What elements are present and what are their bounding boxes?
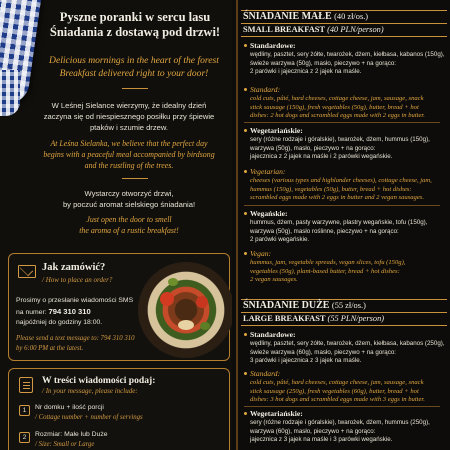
step-pl: Nr domku + ilość porcji [35,404,104,411]
order-card-subtitle: / How to place an order? [42,276,113,284]
item-line: jajecznica z 3 jajek na maśle i 3 parówki wegańskie. [250,436,393,443]
small-breakfast-title [241,10,447,24]
small-title-price: (40 zł/os.) [334,12,369,21]
menu-item-vegan [244,209,447,245]
large-en-title-price: (55 PLN/person) [327,314,385,323]
item-line: sery (różne rodzaje i góralskie), twarożek, dżem, hummus (250g), [250,419,430,426]
item-heading: Wegańskie: [250,209,288,218]
intro-en-line: At Leśna Sielanka, we believe that the perfect day [50,139,208,148]
order-pl-line1: Prosimy o przesłanie wiadomości SMS [16,297,134,304]
step-number: 2 [19,432,30,443]
intro-en-line: begins with a peaceful meal accompanied by birdsong [43,150,215,159]
item-line-en: cold cuts, pâté, hard cheeses, cottage cheese, jam, sausage, snack [250,95,424,102]
item-line-en: cheeses (various types and highlander cheeses), cottage cheese, jam, [250,177,432,184]
bullet-dot [244,170,247,173]
bullet-dot [244,372,247,375]
intro-pl-line: W Leśnej Sielance wierzymy, że idealny dzień [51,101,207,110]
bullet-dot [244,129,247,132]
step-number: 1 [19,405,30,416]
item-line: świeże warzywa (50g), masło, pieczywo + na gorąco: [250,59,396,67]
column-divider [236,0,238,450]
item-line-en: hummus (150g), vegetables (50g), butter, bread + hot dishes: [250,185,412,193]
item-line: wędliny, pasztet, sery żółte, twarożek, dżem, kiełbasa, kabanos (150g), [250,51,445,58]
small-breakfast-en-title [241,24,447,37]
intro-pl-line: zaczyna się od niespiesznego posiłku przy śpiewie [43,112,215,121]
item-line: 2 parówki wegańskie. [250,236,310,243]
envelope-icon [18,265,36,278]
item-heading-en: Vegetarian: [250,167,286,176]
order-pl-line2 [16,307,91,318]
small-en-title-price: (40 PLN/person) [327,25,384,34]
menu-item-vegetarian-large [244,409,447,445]
menu-item-vegetarian [244,126,447,162]
item-separator [244,406,440,407]
item-line: 2 parówki i jajecznica z 2 jajek na maśle. [250,68,362,75]
bullet-dot [244,212,247,215]
menu-item-standard-large-en [244,369,447,405]
item-heading: Wegetariańskie: [250,126,303,135]
item-separator [244,205,440,206]
order-en-line2: by 6:00 PM at the latest. [16,345,84,352]
item-heading-en: Standard: [250,369,281,378]
hero-title [40,10,230,40]
item-line-en: dishes: 2 hot dogs and scrambled eggs made with 2 eggs in butter. [250,112,425,119]
door-en-line: Just open the door to smell [86,215,172,224]
hero-subtitle-line1: Delicious mornings in the heart of the forest [49,55,219,66]
hero-subtitle-line2: Breakfast delivered right to your door! [59,68,209,79]
item-heading-en: Vegan: [250,249,272,258]
item-line: warzywa (50g), masło roślinne, pieczywo + na gorąco: [250,227,399,235]
step-en: / Size: Small or Large [35,441,95,448]
small-en-title-text: SMALL BREAKFAST [243,25,325,34]
list-icon [19,377,33,393]
large-breakfast-en-title [241,313,447,326]
door-pl-line: Wystarczy otworzyć drzwi, [84,189,174,198]
door-paragraph-pl [40,188,218,210]
door-paragraph-en [38,214,220,236]
menu-item-standard-large [244,330,447,366]
step-en: / Cottage number + number of servings [35,414,143,421]
hero-subtitle [36,54,232,80]
item-separator [244,122,440,123]
order-pl-line3: najpóźniej do godziny 18:00. [16,319,103,326]
divider [122,88,148,94]
menu-item-standard [244,41,447,77]
item-line-en: dishes: 3 hot dogs and scrambled eggs made with 3 eggs in butter. [250,396,425,403]
item-heading-en: Standard: [250,85,281,94]
item-heading: Wegetariańskie: [250,409,303,418]
phone-number[interactable]: 794 310 310 [48,307,91,316]
door-en-line: the aroma of a rustic breakfast! [79,226,179,235]
divider [122,178,148,184]
item-line: jajecznica z 2 jajek na maśle i 2 parówki wegańskie. [250,153,393,160]
item-line-en: vegetables (50g), plant-based butter, bread + hot dishes: [250,267,400,275]
bullet-dot [244,252,247,255]
door-pl-line: by poczuć aromat sielskiego śniadania! [62,200,196,209]
intro-en-line: and the rustling of the trees. [84,161,174,170]
small-title-text: ŚNIADANIE MAŁE [243,11,332,22]
item-line-en: stick sausage (250g), fresh vegetables (60g), butter, bread + hot [250,387,419,395]
message-card-subtitle: / In your message, please include: [42,387,138,395]
breakfast-photo [138,262,232,358]
menu-item-vegan-en [244,249,447,285]
bullet-dot [244,333,247,336]
item-line: hummus, dżem, pasty warzywne, plastry wegańskie, tofu (150g), [250,219,428,226]
large-title-text: ŚNIADANIE DUŻE [243,300,330,311]
item-line: wędliny, pasztet, sery żółte, twarożek, dżem, kiełbasa, kabanos (250g), [250,340,445,347]
large-breakfast-title [241,299,447,313]
menu-column [236,0,450,450]
bullet-dot [244,412,247,415]
checkered-cloth-fold-image [0,70,20,116]
item-heading: Standardowe: [250,41,296,50]
intro-pl-line: ptaków i szumie drzew. [89,123,169,132]
item-line-en: 2 vegan sausages. [250,276,298,283]
item-line: warzywa (60g), masło, pieczywo + na gorąco: [250,427,376,435]
menu-item-vegetarian-en [244,167,447,203]
message-card-title: W treści wiadomości podaj: [42,375,156,386]
item-line-en: hummus, jam, vegetable spreads, vegan slices, tofu (150g), [250,259,406,266]
item-line-en: scrambled eggs made with 2 eggs in butter and 2 vegan sausages. [250,194,424,201]
item-line: świeże warzywa (60g), masło, pieczywo + na gorąco: [250,348,396,356]
item-line-en: cold cuts, pâté, hard cheeses, cottage cheese, jam, sausage, snack [250,379,424,386]
item-line: sery (różne rodzaje i góralskie), twarożek, dżem, hummus (150g), [250,136,430,143]
item-line-en: stick sausage (150g), fresh vegetables (50g), butter, bread + hot [250,103,419,111]
item-line: 3 parówki i jajecznica z 3 jajek na maśle. [250,357,362,364]
item-heading: Standardowe: [250,330,296,339]
message-card [8,368,230,450]
order-en-line1: Please send a text message to: 794 310 310 [16,335,135,342]
intro-paragraph-en [38,138,220,171]
item-line: warzywa (50g), masło, pieczywo + na gorąco: [250,144,376,152]
large-en-title-text: LARGE BREAKFAST [243,314,326,323]
step-pl: Rozmiar: Małe lub Duże [35,431,108,438]
order-pl-prefix: na numer: [16,309,49,316]
large-title-price: (55 zł/os.) [331,301,366,310]
bullet-dot [244,44,247,47]
bullet-dot [244,88,247,91]
order-card-title: Jak zamówić? [42,262,106,273]
intro-paragraph-pl [40,100,218,133]
menu-item-standard-en [244,85,447,121]
hero-title-line1: Pyszne poranki w sercu lasu [59,10,211,24]
hero-title-line2: Śniadania z dostawą pod drzwi! [49,25,221,39]
